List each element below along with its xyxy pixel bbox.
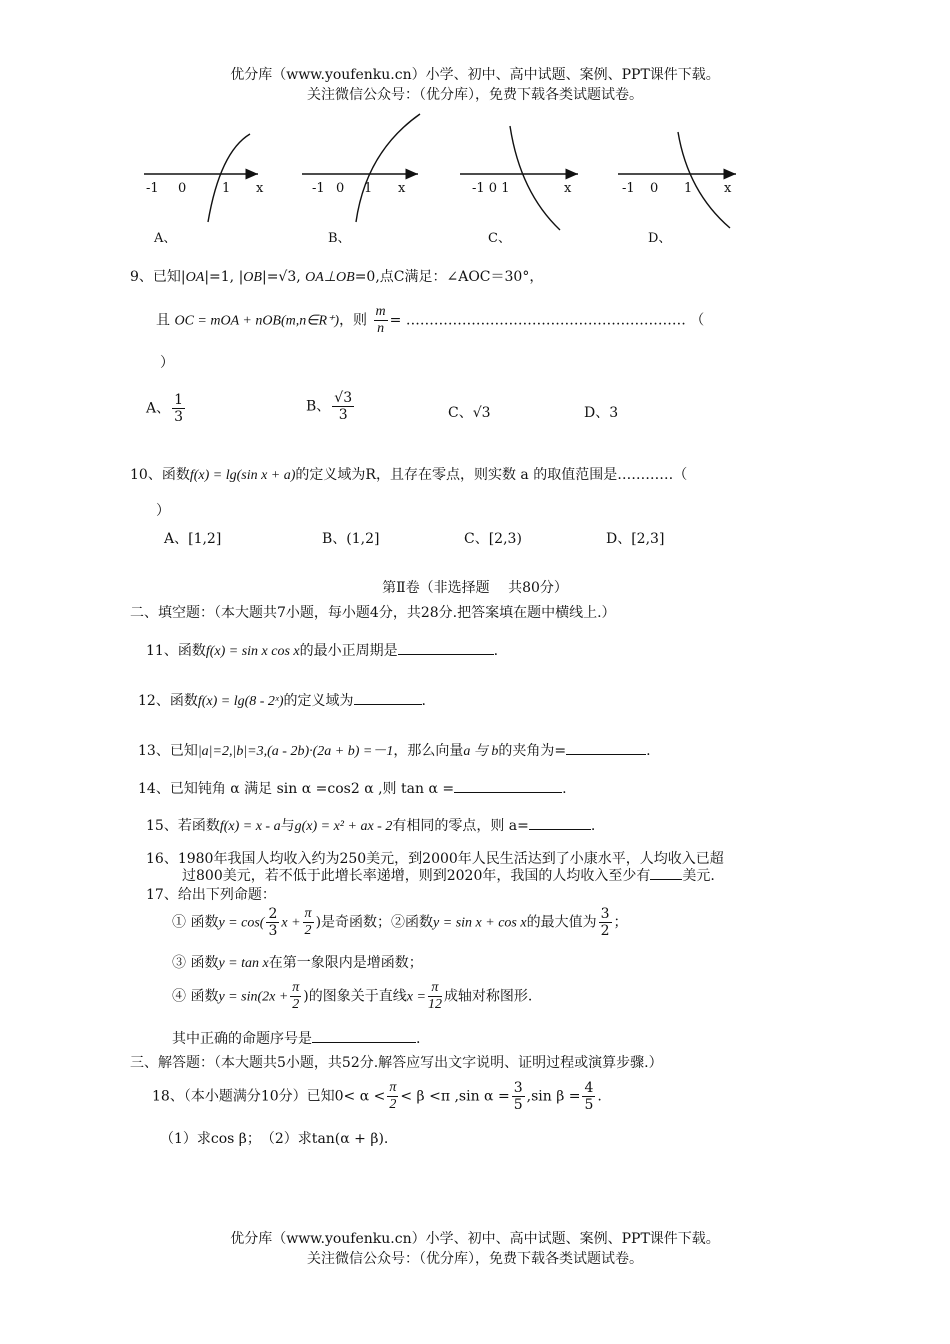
- graph-a-label: A、: [154, 231, 177, 246]
- q15-blank[interactable]: [529, 815, 591, 830]
- q17-prop-1-2: ① 函数y = cos( $\frac{2}{3}$ x + $\frac{\pi}{2}$ )是奇函数；②函数y = sin x + cos x的最大值为 $\frac{3}{2}$ ；: [172, 906, 628, 939]
- q17-prop-3: ③ 函数y = tan x在第一象限内是增函数；: [172, 955, 423, 971]
- footer-line-1: 优分库（www.youfenku.cn）小学、初中、高中试题、案例、PPT课件下载。: [230, 1231, 720, 1247]
- graph-b: [302, 114, 420, 246]
- graph-b-zero: 0: [336, 181, 345, 196]
- section2-heading: 二、填空题：（本大题共7小题，每小题4分，共28分.把答案填在题中横线上.）: [130, 605, 616, 621]
- q12-blank[interactable]: [354, 690, 422, 705]
- graph-d-neg1: -1: [622, 181, 635, 196]
- q13: 13、已知|a|=2,|b|=3,(a - 2b)·(2a + b) =－1，那么向量a 与 b的夹角为= .: [138, 740, 651, 760]
- graph-d: [618, 132, 736, 246]
- q14: 14、已知钝角 α 满足 sin α =cos2 α ,则 tan α = .: [138, 778, 567, 798]
- q15: 15、若函数f(x) = x - a与g(x) = x² + ax - 2有相同的零点，则 a= .: [146, 815, 595, 835]
- q9-choice-c: C、√3: [448, 405, 491, 421]
- q14-blank[interactable]: [454, 778, 562, 793]
- graph-a-zero: 0: [178, 181, 187, 196]
- q10-choice-a: A、[1,2]: [164, 531, 222, 547]
- q9-close-paren: ）: [160, 355, 174, 371]
- q17-prop-4: ④ 函数y = sin(2x + $\frac{\pi}{2}$ )的图象关于直线x = $\frac{\pi}{12}$ 成轴对称图形.: [172, 980, 533, 1012]
- graph-d-one: 1: [684, 181, 693, 196]
- graph-d-label: D、: [648, 231, 672, 246]
- footer-line-2: 关注微信公众号：（优分库），免费下载各类试题试卷。: [307, 1251, 643, 1267]
- q10-line: 10、函数f(x) = lg(sin x + a)的定义域为R，且存在零点，则实数 a 的取值范围是…………（: [130, 467, 688, 483]
- option-graphs: [130, 112, 750, 252]
- graph-c: [460, 126, 578, 246]
- graph-b-neg1: -1: [312, 181, 325, 196]
- graph-a-neg1: -1: [146, 181, 159, 196]
- q9-choice-d: D、3: [584, 405, 619, 421]
- graph-a: [144, 134, 264, 246]
- header-line-2: 关注微信公众号：（优分库），免费下载各类试题试卷。: [307, 87, 643, 103]
- q16-blank[interactable]: [650, 865, 682, 880]
- header-line-1: 优分库（www.youfenku.cn）小学、初中、高中试题、案例、PPT课件下载。: [230, 67, 720, 83]
- graph-b-one: 1: [364, 181, 373, 196]
- graph-c-label: C、: [488, 231, 511, 246]
- graph-a-x: x: [256, 181, 264, 196]
- q17-answer: 其中正确的命题序号是 .: [172, 1028, 420, 1048]
- q17-blank[interactable]: [312, 1028, 416, 1043]
- q10-close-paren: ）: [156, 503, 170, 519]
- graph-a-one: 1: [222, 181, 231, 196]
- q17-intro: 17、给出下列命题：: [146, 887, 276, 903]
- q18-subquestions: （1）求cos β； （2）求tan(α + β).: [160, 1131, 389, 1147]
- q9-line-2: 且 OC = mOA + nOB(m,n∈R⁺)，则 $\frac{m}{n}$ = …………………………………………………… （: [156, 304, 705, 336]
- q16-line-1: 16、1980年我国人均收入约为250美元，到2000年人民生活达到了小康水平，人均收入已超: [146, 851, 724, 867]
- q9-choice-b: B、 $\frac{√3}{3}$: [306, 390, 353, 423]
- q11-blank[interactable]: [398, 640, 494, 655]
- q9-choice-a: A、 $\frac{1}{3}$: [146, 392, 184, 425]
- graph-c-x: x: [564, 181, 572, 196]
- q10-choice-c: C、[2,3): [464, 531, 522, 547]
- q10-choice-d: D、[2,3]: [606, 531, 665, 547]
- graph-b-label: B、: [328, 231, 351, 246]
- graph-b-x: x: [398, 181, 406, 196]
- section3-heading: 三、解答题：（本大题共5小题，共52分.解答应写出文字说明、证明过程或演算步骤.）: [130, 1055, 663, 1071]
- q11: 11、函数f(x) = sin x cos x的最小正周期是 .: [146, 640, 498, 660]
- q16-line-2: 过800美元，若不低于此增长率递增，则到2020年，我国的人均收入至少有 美元.: [182, 865, 715, 885]
- part2-title: 第Ⅱ卷（非选择题 共80分）: [382, 580, 568, 596]
- q12: 12、函数f(x) = lg(8 - 2ˣ)的定义域为 .: [138, 690, 426, 710]
- q10-choice-b: B、(1,2]: [322, 531, 380, 547]
- q9-line-1: 9、已知|OA|=1, |OB|=√3, OA⊥OB=0,点C满足：∠AOC＝30°，: [130, 269, 544, 285]
- q18-line-1: 18、（本小题满分10分）已知0< α < $\frac{\pi}{2}$ < β <π ,sin α = $\frac{3}{5}$ ,sin β = $\frac{4}{5}$ .: [152, 1080, 602, 1113]
- graph-d-x: x: [724, 181, 732, 196]
- graph-d-zero: 0: [650, 181, 659, 196]
- graph-c-ticks: -1 0 1: [472, 181, 510, 196]
- q13-blank[interactable]: [566, 740, 646, 755]
